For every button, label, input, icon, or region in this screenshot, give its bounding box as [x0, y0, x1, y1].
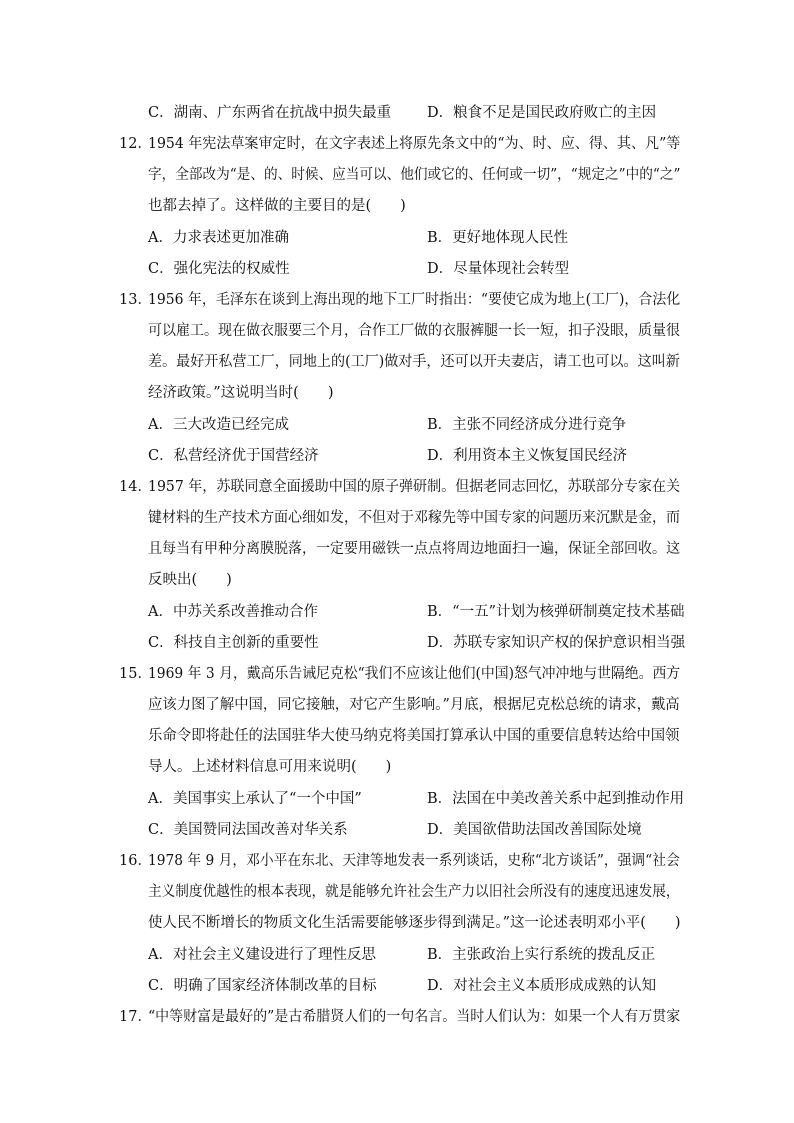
question-number: 13．	[119, 292, 152, 308]
option-b: B．“一五”计划为核弹研制奠定技术基础	[427, 604, 685, 620]
option-b: B．主张政治上实行系统的拨乱反正	[427, 947, 656, 963]
option-b: B．主张不同经济成分进行竞争	[427, 417, 627, 433]
option-d: D．利用资本主义恢复国民经济	[427, 448, 628, 464]
option-a: A．美国事实上承认了“一个中国”	[148, 791, 362, 807]
question-text-line: 导人。上述材料信息可用来说明( )	[148, 759, 392, 775]
question-text-line: 应该力图了解中国，同它接触，对它产生影响。”月底，根据尼克松总统的请求，戴高	[148, 697, 680, 713]
question-text-line: 1957 年，苏联同意全面援助中国的原子弹研制。但据老同志回忆，苏联部分专家在关	[148, 479, 680, 495]
question-text-line: 1956 年，毛泽东在谈到上海出现的地下工厂时指出：“要使它成为地上(工厂)，合法化	[148, 292, 681, 308]
question-text-line: 键材料的生产技术方面心细如发，不但对于邓稼先等中国专家的问题历来沉默是金，而	[148, 510, 680, 526]
question-text-line: 差。最好开私营工厂，同地上的(工厂)做对手，还可以开夫妻店，请工也可以。这叫新	[148, 354, 680, 370]
question-number: 12．	[119, 136, 152, 152]
question-text-line: 使人民不断增长的物质文化生活需要能够逐步得到满足。”这一论述表明邓小平( )	[148, 915, 681, 931]
question-number: 17．	[119, 1009, 152, 1025]
option-c: C．私营经济优于国营经济	[148, 448, 319, 464]
question-text-line: 1969 年 3 月，戴高乐告诫尼克松“我们不应该让他们(中国)怒气冲冲地与世隔绝。西方	[148, 666, 681, 682]
option-c: C．美国赞同法国改善对华关系	[148, 822, 348, 838]
question-number: 14．	[119, 479, 152, 495]
option-a: A．力求表述更加准确	[148, 230, 289, 246]
option-a: A．中苏关系改善推动合作	[148, 604, 318, 620]
option-c: C．明确了国家经济体制改革的目标	[148, 978, 377, 994]
option-d: D．苏联专家知识产权的保护意识相当强	[427, 635, 686, 651]
option-d: D．尽量体现社会转型	[427, 261, 570, 277]
option-a: A．对社会主义建设进行了理性反思	[148, 947, 376, 963]
question-text-line: 1954 年宪法草案审定时，在文字表述上将原先条文中的“为、时、应、得、其、凡”等	[148, 136, 681, 152]
prev-option-d: D．粮食不足是国民政府败亡的主因	[427, 105, 657, 121]
question-number: 16．	[119, 853, 152, 869]
question-text-line: 反映出( )	[148, 572, 232, 588]
question-text-line: 可以雇工。现在做衣服要三个月，合作工厂做的衣服裤腿一长一短，扣子没眼，质量很	[148, 323, 680, 339]
question-text-line: 也都去掉了。这样做的主要目的是( )	[148, 198, 406, 214]
question-number: 15．	[119, 666, 152, 682]
option-c: C．强化宪法的权威性	[148, 261, 290, 277]
option-a: A．三大改造已经完成	[148, 417, 289, 433]
question-text-line: 经济政策。”这说明当时( )	[148, 385, 334, 401]
prev-option-c: C．湖南、广东两省在抗战中损失最重	[148, 105, 392, 121]
question-text-line: 乐命令即将赴任的法国驻华大使马纳克将美国打算承认中国的重要信息转达给中国领	[148, 728, 680, 744]
option-d: D．对社会主义本质形成成熟的认知	[427, 978, 657, 994]
question-text-line: 1978 年 9 月，邓小平在东北、天津等地发表一系列谈话，史称“北方谈话”，强调“社会	[148, 853, 680, 869]
question-text-line: 主义制度优越性的根本表现，就是能够允许社会生产力以旧社会所没有的速度迅速发展，	[148, 884, 680, 900]
option-b: B．法国在中美改善关系中起到推动作用	[427, 791, 685, 807]
option-c: C．科技自主创新的重要性	[148, 635, 319, 651]
option-b: B．更好地体现人民性	[427, 230, 569, 246]
question-text-line: 且每当有甲种分离膜脱落，一定要用磁铁一点点将周边地面扫一遍，保证全部回收。这	[148, 541, 680, 557]
question-text-line: 字，全部改为“是、的、时候、应当可以、他们或它的、任何或一切”，“规定之”中的“之”	[148, 167, 681, 183]
option-d: D．美国欲借助法国改善国际处境	[427, 822, 642, 838]
question-text-line: “中等财富是最好的”是古希腊贤人们的一句名言。当时人们认为：如果一个人有万贯家	[148, 1009, 681, 1025]
